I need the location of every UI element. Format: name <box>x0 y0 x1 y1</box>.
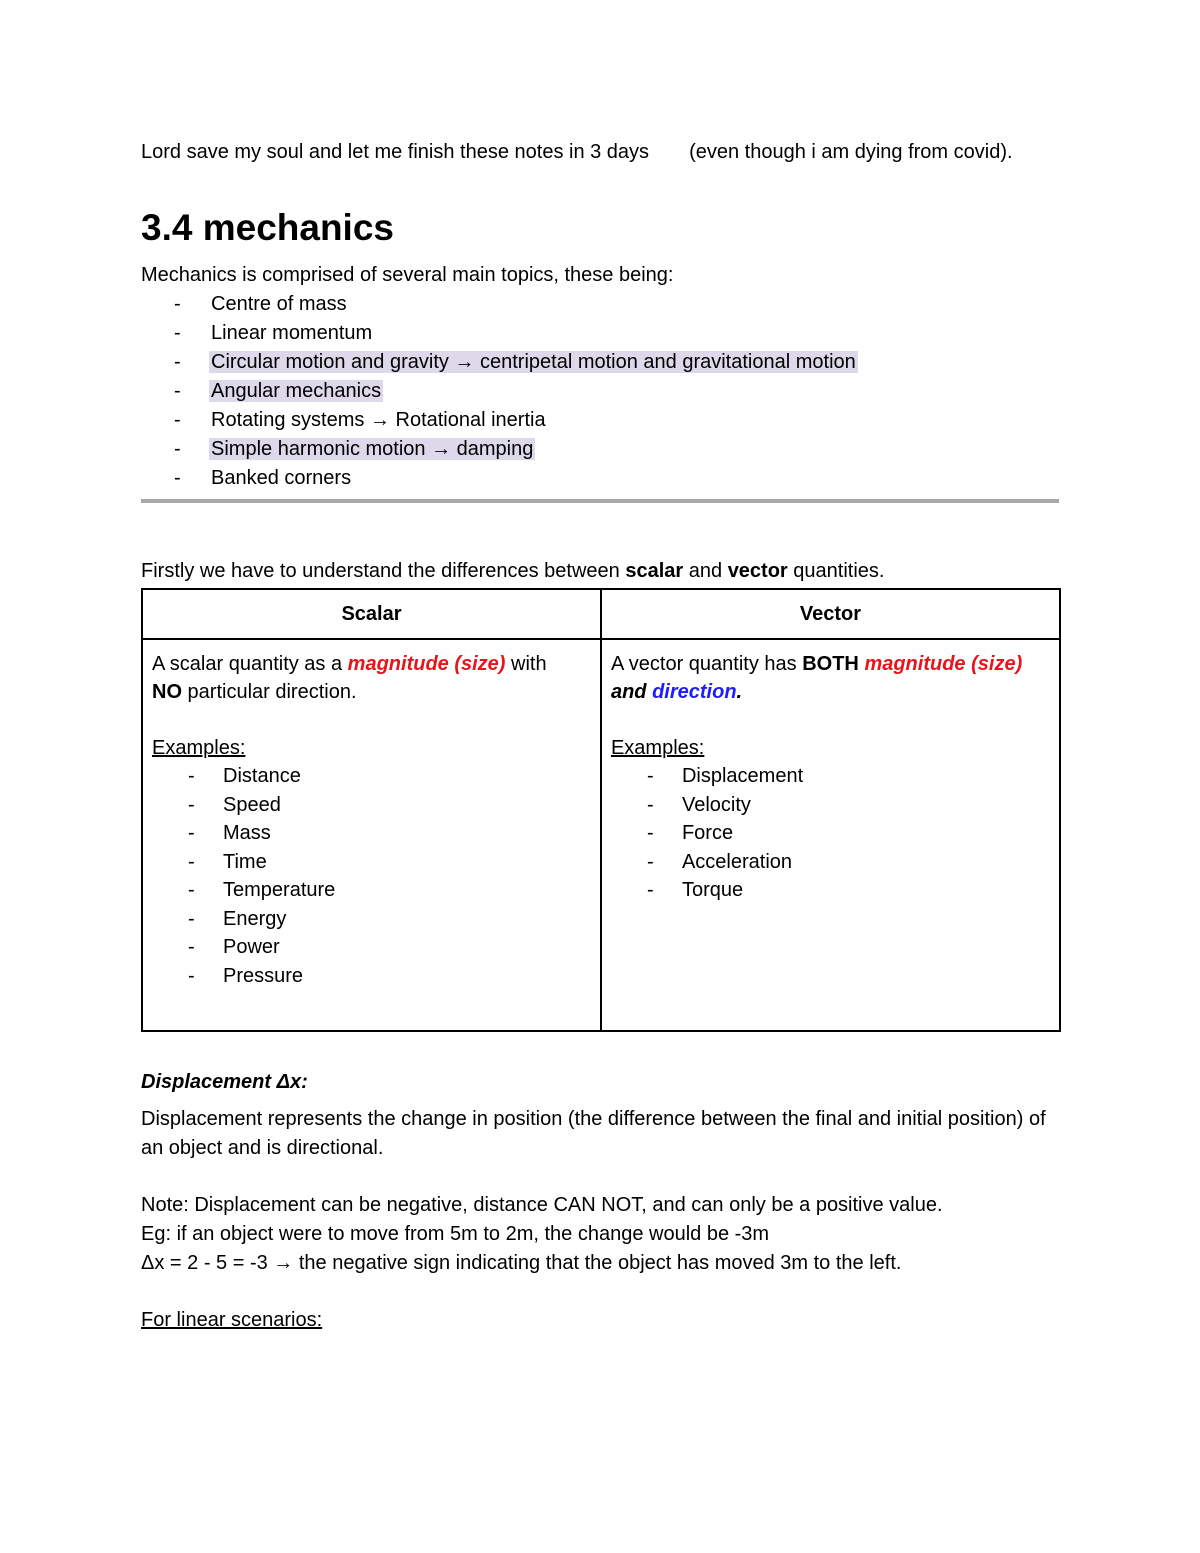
list-item: - Simple harmonic motion → damping <box>174 438 534 460</box>
list-item: - Displacement <box>646 765 804 787</box>
highlighted-text: Circular motion and gravity → centripetal motion and gravitational motion <box>211 351 856 373</box>
section-heading: 3.4 mechanics <box>141 207 394 248</box>
list-item: - Torque <box>646 879 744 901</box>
vector-cell <box>601 639 1060 1031</box>
topics-list <box>141 290 1061 493</box>
list-item: - Speed <box>188 793 281 816</box>
list-item: - Distance <box>188 765 301 787</box>
vector-header: Vector <box>601 589 1060 639</box>
vector-examples-label: Examples: <box>610 737 705 759</box>
list-item: - Centre of mass <box>174 293 347 315</box>
linear-scenarios-heading: For linear scenarios: <box>141 1309 323 1331</box>
scalar-description: A scalar quantity as a magnitude (size) with NO particular direction. <box>152 653 547 703</box>
list-item: - Pressure <box>188 964 304 987</box>
list-item: - Banked corners <box>174 467 352 489</box>
displacement-equation: Δx = 2 - 5 = -3 → the negative sign indicating that the object has moved 3m to the left. <box>141 1252 902 1274</box>
list-item: - Mass <box>188 822 271 844</box>
scalar-cell <box>142 639 601 1031</box>
vector-description: A vector quantity has BOTH magnitude (size) and direction. <box>610 653 1023 703</box>
list-item: - Rotating systems → Rotational inertia <box>174 409 546 431</box>
list-item: - Force <box>646 822 734 844</box>
list-item: - Acceleration <box>646 850 793 873</box>
highlighted-text: Simple harmonic motion → damping <box>211 438 534 460</box>
horizontal-divider <box>141 499 1059 503</box>
intro-paragraph <box>141 138 1061 167</box>
highlighted-text: Angular mechanics <box>211 380 382 402</box>
list-item: - Circular motion and gravity → centripetal motion and gravitational motion <box>174 351 856 373</box>
list-item: - Power <box>188 936 280 958</box>
displacement-heading: Displacement Δx: <box>141 1071 308 1093</box>
scalar-examples-label: Examples: <box>152 737 246 759</box>
list-item: - Temperature <box>188 879 336 901</box>
displacement-note: Note: Displacement can be negative, distance CAN NOT, and can only be a positive value. <box>141 1194 943 1216</box>
topics-intro: Mechanics is comprised of several main topics, these being: <box>141 264 674 286</box>
scalar-vector-table <box>141 588 1061 1032</box>
vector-examples-list <box>611 762 1050 905</box>
list-item: - Energy <box>188 907 287 930</box>
displacement-definition: Displacement represents the change in position (the difference between the final and initial position) of an object and is directional. <box>141 1108 1046 1159</box>
list-item: - Velocity <box>646 793 751 816</box>
scalar-examples-list <box>152 762 591 990</box>
list-item: - Angular mechanics <box>174 380 382 402</box>
list-item: - Time <box>188 850 267 873</box>
document-page <box>141 138 1061 1335</box>
intro-part2: (even though i am dying from covid). <box>689 141 1013 163</box>
scalar-header: Scalar <box>142 589 601 639</box>
displacement-example: Eg: if an object were to move from 5m to 2m, the change would be -3m <box>141 1223 770 1245</box>
compare-intro: Firstly we have to understand the differences between scalar and vector quantities. <box>141 560 885 582</box>
intro-part1: Lord save my soul and let me finish these notes in 3 days <box>141 141 650 163</box>
list-item: - Linear momentum <box>174 322 373 344</box>
